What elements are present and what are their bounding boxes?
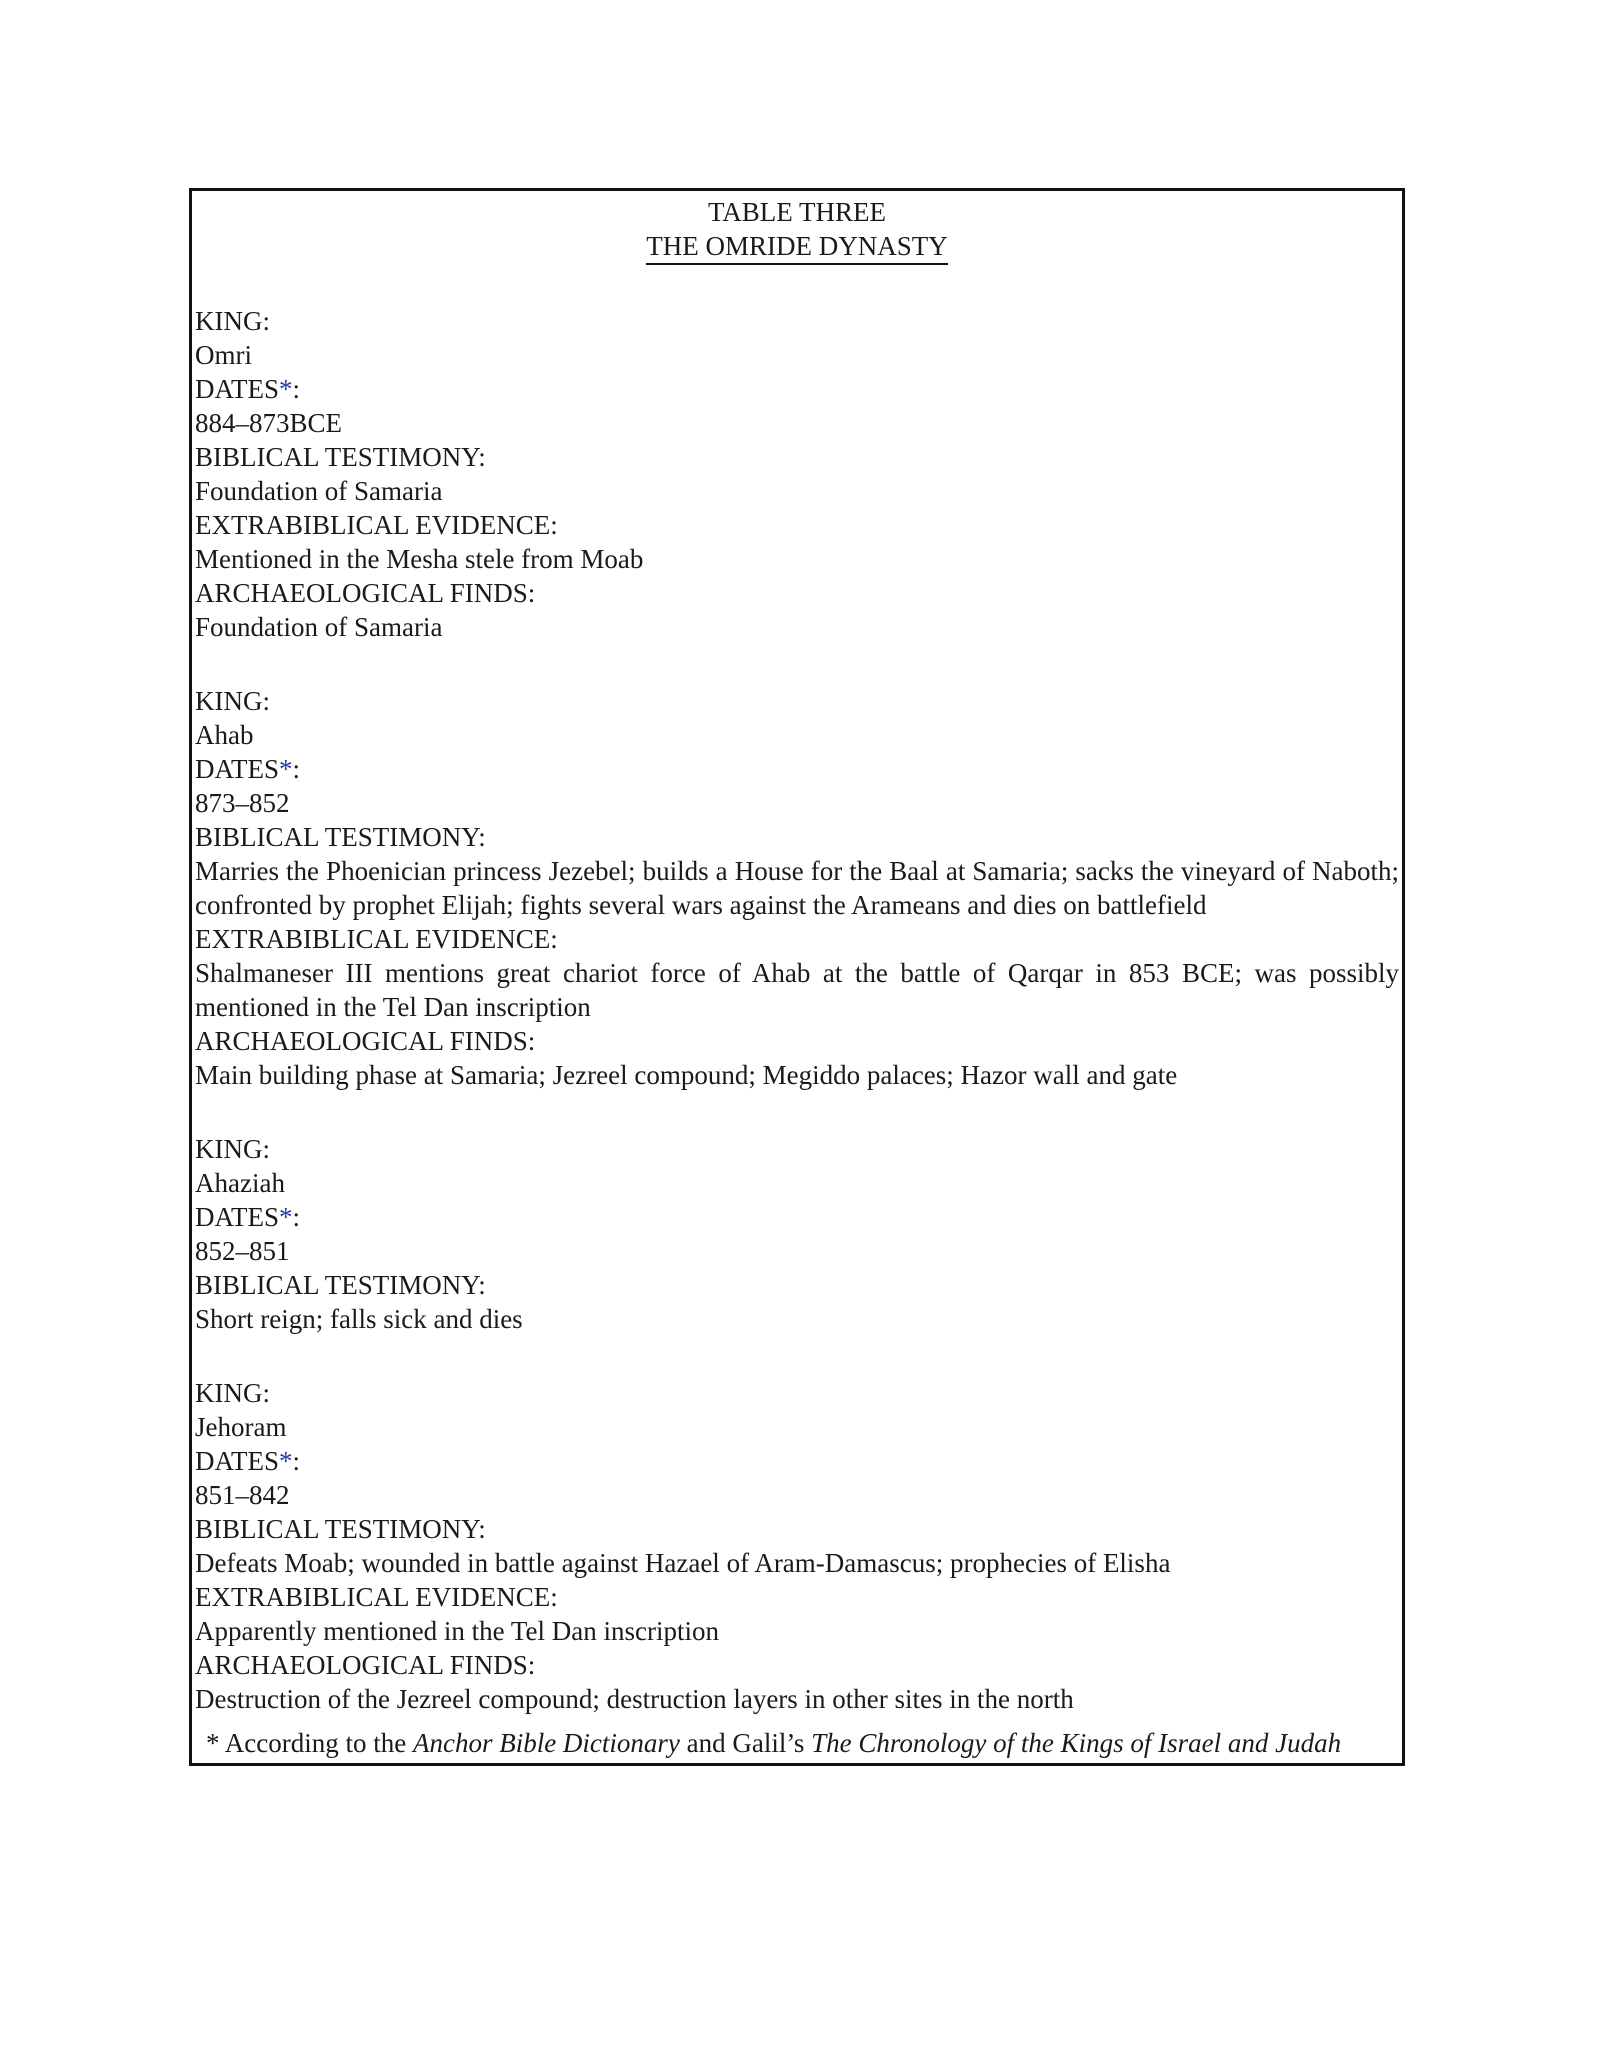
- king-entry-ahab: [195, 684, 1399, 1092]
- extrabiblical-label: EXTRABIBLICAL EVIDENCE:: [195, 1582, 558, 1612]
- archaeological-text: Foundation of Samaria: [195, 612, 443, 642]
- king-label: KING:: [195, 306, 270, 336]
- king-entry-omri: [195, 304, 1399, 644]
- king-label: KING:: [195, 1134, 270, 1164]
- dates-label: DATES*:: [195, 754, 301, 784]
- footnote-source-chronology: The Chronology of the Kings of Israel and Judah: [811, 1728, 1342, 1758]
- king-name: Omri: [195, 340, 252, 370]
- king-dates: 851–842: [195, 1480, 290, 1510]
- king-dates: 884–873BCE: [195, 408, 343, 438]
- dates-label: DATES*:: [195, 1202, 301, 1232]
- footnote-source-dictionary: Anchor Bible Dictionary: [412, 1728, 680, 1758]
- biblical-text: Defeats Moab; wounded in battle against Hazael of Aram-Damascus; prophecies of Elisha: [195, 1548, 1171, 1578]
- archaeological-text: Destruction of the Jezreel compound; destruction layers in other sites in the north: [195, 1684, 1074, 1714]
- biblical-label: BIBLICAL TESTIMONY:: [195, 1514, 486, 1544]
- extrabiblical-text: Shalmaneser III mentions great chariot force of Ahab at the battle of Qarqar in 853 BCE; was possibly mentioned in the Tel Dan inscription: [195, 958, 1399, 1022]
- footnote-asterisk: *: [279, 374, 293, 404]
- extrabiblical-label: EXTRABIBLICAL EVIDENCE:: [195, 510, 558, 540]
- biblical-text: Short reign; falls sick and dies: [195, 1304, 523, 1334]
- extrabiblical-label: EXTRABIBLICAL EVIDENCE:: [195, 924, 558, 954]
- footnote-middle: and Galil’s: [679, 1728, 812, 1758]
- footnote-asterisk: *: [279, 1446, 293, 1476]
- king-dates: 852–851: [195, 1236, 290, 1266]
- king-entry-ahaziah: [195, 1132, 1399, 1336]
- archaeological-text: Main building phase at Samaria; Jezreel compound; Megiddo palaces; Hazor wall and gate: [195, 1060, 1178, 1090]
- biblical-label: BIBLICAL TESTIMONY:: [195, 442, 486, 472]
- table-body: [195, 304, 1399, 1716]
- biblical-text: Marries the Phoenician princess Jezebel; builds a House for the Baal at Samaria; sacks the vineyard of Naboth; confronted by prophet Elijah; fights several wars against the Arameans and dies on battlefield: [195, 856, 1399, 920]
- king-name: Ahab: [195, 720, 254, 750]
- table-frame: [189, 188, 1405, 1766]
- table-title: TABLE THREE: [707, 197, 887, 227]
- king-name: Ahaziah: [195, 1168, 285, 1198]
- king-label: KING:: [195, 686, 270, 716]
- footnote-asterisk: *: [279, 754, 293, 784]
- king-label: KING:: [195, 1378, 270, 1408]
- archaeological-label: ARCHAEOLOGICAL FINDS:: [195, 578, 536, 608]
- table-heading: [192, 195, 1402, 265]
- extrabiblical-text: Apparently mentioned in the Tel Dan inscription: [195, 1616, 719, 1646]
- archaeological-label: ARCHAEOLOGICAL FINDS:: [195, 1026, 536, 1056]
- biblical-label: BIBLICAL TESTIMONY:: [195, 1270, 486, 1300]
- archaeological-label: ARCHAEOLOGICAL FINDS:: [195, 1650, 536, 1680]
- footnote-asterisk: *: [279, 1202, 293, 1232]
- table-subtitle: THE OMRIDE DYNASTY: [646, 230, 947, 265]
- dates-label: DATES*:: [195, 374, 301, 404]
- king-name: Jehoram: [195, 1412, 287, 1442]
- king-dates: 873–852: [195, 788, 290, 818]
- dates-label: DATES*:: [195, 1446, 301, 1476]
- biblical-text: Foundation of Samaria: [195, 476, 443, 506]
- king-entry-jehoram: [195, 1376, 1399, 1716]
- extrabiblical-text: Mentioned in the Mesha stele from Moab: [195, 544, 644, 574]
- footnote: [206, 1726, 1396, 1760]
- footnote-prefix: * According to the: [206, 1728, 413, 1758]
- biblical-label: BIBLICAL TESTIMONY:: [195, 822, 486, 852]
